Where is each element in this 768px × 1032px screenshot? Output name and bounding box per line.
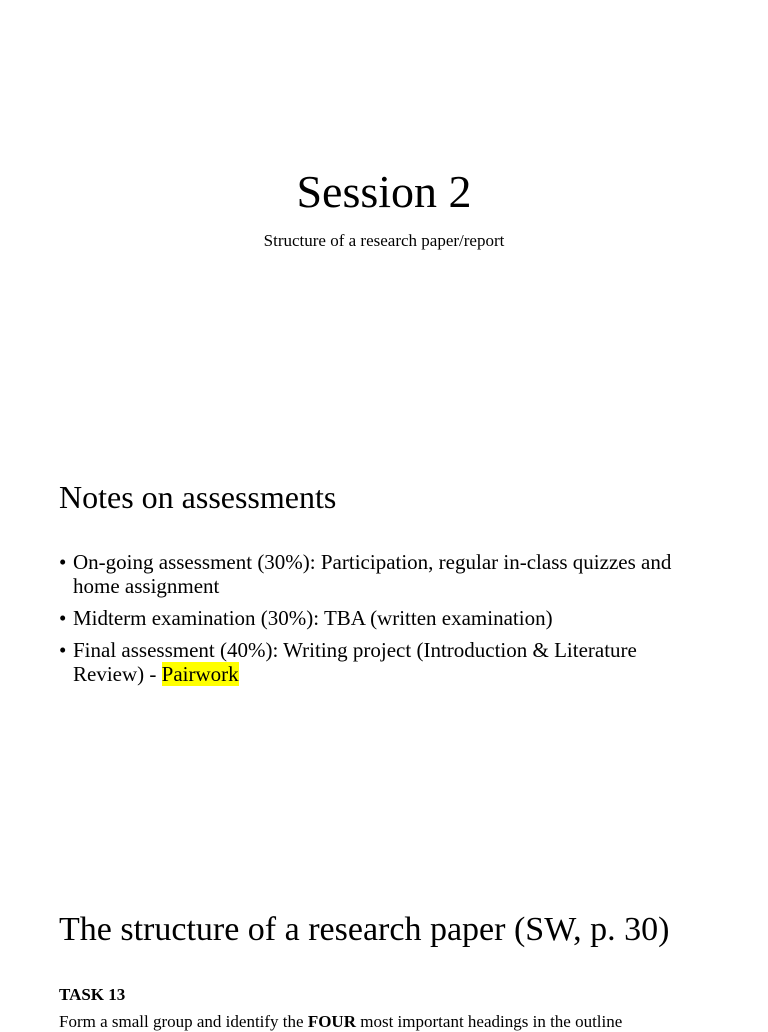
highlighted-text: Pairwork — [161, 662, 239, 686]
slide-subtitle: Structure of a research paper/report — [263, 231, 505, 250]
task-text-bold: FOUR — [307, 1012, 356, 1031]
bullet-text: Midterm examination (30%): TBA (written examination) — [73, 606, 553, 630]
task-text-before: Form a small group and identify the — [59, 1012, 308, 1031]
bullet-icon: • — [59, 638, 67, 662]
bullet-text: On-going assessment (30%): Participation, regular in-class quizzes and home assignment — [73, 550, 672, 598]
task-text — [59, 1012, 709, 1032]
slide-title: Session 2 — [296, 166, 472, 217]
bullet-icon: • — [59, 550, 67, 574]
bullet-text: Final assessment (40%): Writing project (Introduction & Literature Review) - — [73, 638, 637, 686]
structure-heading: The structure of a research paper (SW, p. 30) — [59, 911, 670, 948]
bullet-icon: • — [59, 606, 67, 630]
task-label: TASK 13 — [59, 985, 126, 1004]
assessments-heading: Notes on assessments — [59, 479, 337, 515]
task-text-after: most important headings in the outline — [356, 1012, 623, 1031]
